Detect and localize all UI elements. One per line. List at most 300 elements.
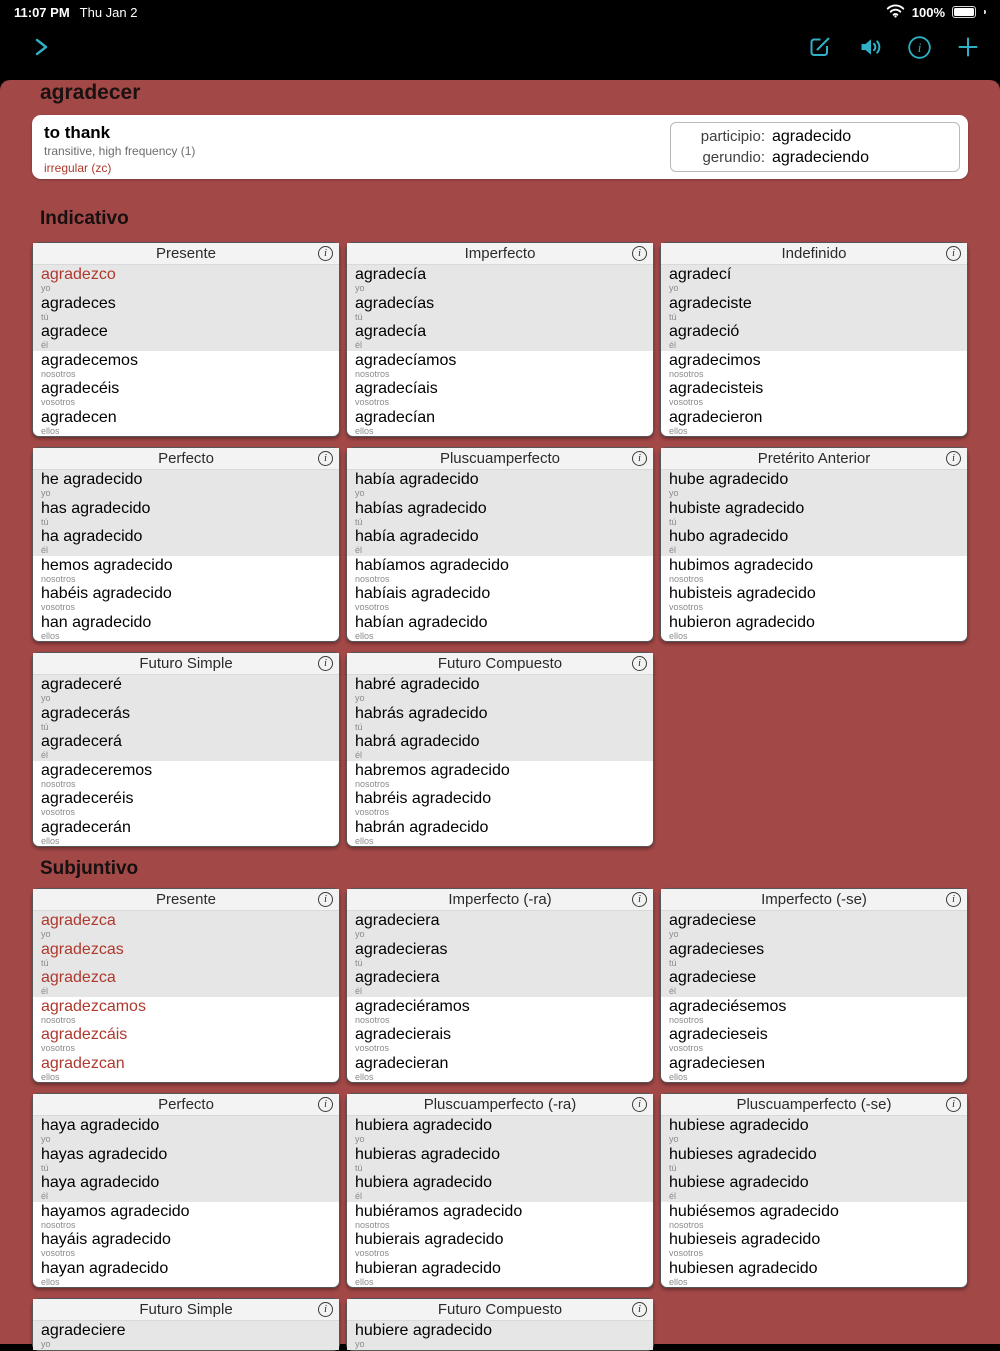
conjugation-table (346, 888, 654, 1083)
conjugation-table (32, 652, 340, 847)
conjugation-row (33, 379, 339, 408)
verb-form: agradecías (355, 294, 435, 312)
verb-form: agradecían (355, 408, 436, 426)
table-header (33, 1299, 339, 1321)
table-title: Futuro Simple (139, 1301, 233, 1318)
verb-form: había agradecido (355, 528, 479, 545)
person-label: nosotros (41, 1014, 76, 1025)
table-title: Imperfecto (-se) (761, 891, 867, 908)
table-header (347, 1094, 653, 1116)
verb-form: hubieras agradecido (355, 1145, 500, 1163)
verb-form: hubiste agradecido (669, 499, 805, 517)
verb-form: hayamos agradecido (41, 1202, 190, 1220)
person-label: yo (41, 1134, 51, 1144)
person-label: nosotros (669, 1014, 704, 1025)
verb-form: hubiese agradecido (669, 1117, 809, 1134)
person-label: ellos (355, 1071, 374, 1082)
person-label: él (669, 986, 677, 996)
verb-form: agradeciese (669, 912, 757, 929)
person-label: yo (41, 693, 51, 703)
table-info-icon[interactable]: i (632, 1097, 647, 1112)
conjugation-row (33, 1321, 339, 1350)
wifi-icon (886, 4, 905, 21)
conjugation-row (661, 1025, 967, 1054)
conjugation-row (33, 818, 339, 847)
person-label: nosotros (669, 573, 704, 584)
verb-form: agradeciere (41, 1322, 126, 1339)
table-body (347, 911, 653, 1082)
table-info-icon[interactable]: i (632, 246, 647, 261)
person-label: ellos (355, 1276, 374, 1287)
table-info-icon[interactable]: i (946, 451, 961, 466)
verb-form: hubimos agradecido (669, 556, 814, 574)
conjugation-row (347, 1230, 653, 1259)
verb-form: agradezcan (41, 1054, 125, 1072)
table-header (661, 889, 967, 911)
person-label: nosotros (41, 1219, 76, 1230)
person-label: nosotros (355, 573, 390, 584)
conjugation-row (33, 911, 339, 940)
conjugation-row (347, 470, 653, 499)
table-title: Indefinido (781, 245, 847, 262)
person-label: tú (355, 1162, 363, 1173)
conjugation-table (660, 447, 968, 642)
conjugation-row (347, 818, 653, 847)
person-label: él (355, 750, 363, 760)
table-info-icon[interactable]: i (946, 246, 961, 261)
conjugation-row (347, 732, 653, 761)
verb-form: agradecíais (355, 380, 438, 397)
verb-form: habíais agradecido (355, 585, 491, 602)
conjugation-table (32, 1298, 340, 1351)
verb-form: habrán agradecido (355, 818, 489, 836)
person-label: él (41, 545, 49, 555)
person-label: ellos (669, 1276, 688, 1287)
verb-summary-card (32, 115, 968, 179)
verb-form: agradecieses (669, 940, 765, 958)
person-label: nosotros (355, 1014, 390, 1025)
person-label: yo (669, 1134, 679, 1144)
conjugation-row (347, 1145, 653, 1174)
person-label: ellos (669, 425, 688, 436)
table-body (661, 470, 967, 641)
verb-form: agradezcáis (41, 1026, 128, 1043)
verb-form: había agradecido (355, 471, 479, 488)
table-info-icon[interactable]: i (632, 656, 647, 671)
table-header (33, 243, 339, 265)
table-title: Pluscuamperfecto (-se) (736, 1096, 892, 1113)
table-body (33, 1116, 339, 1287)
participio-value: agradecido (772, 127, 852, 145)
verb-form: hubiésemos agradecido (669, 1202, 839, 1220)
verb-form: agradeciesen (669, 1054, 766, 1072)
person-label: tú (41, 311, 49, 322)
conjugation-row (347, 1025, 653, 1054)
person-label: él (41, 1191, 49, 1201)
conjugation-row (661, 470, 967, 499)
table-header (33, 653, 339, 675)
table-info-icon[interactable]: i (946, 892, 961, 907)
person-label: tú (669, 516, 677, 527)
conjugation-row (661, 613, 967, 642)
person-label: yo (41, 1339, 51, 1349)
table-info-icon[interactable]: i (318, 451, 333, 466)
person-label: yo (41, 283, 51, 293)
conjugation-row (661, 1054, 967, 1083)
table-body (661, 1116, 967, 1287)
table-body (33, 911, 339, 1082)
conjugation-row (347, 968, 653, 997)
verb-form: hubo agradecido (669, 528, 789, 545)
verb-form: agradecieran (355, 1054, 449, 1072)
person-label: vosotros (355, 807, 390, 817)
conjugation-row (661, 408, 967, 437)
person-label: nosotros (355, 368, 390, 379)
table-info-icon[interactable]: i (318, 656, 333, 671)
verb-form: agradecíamos (355, 351, 457, 369)
conjugation-row (661, 997, 967, 1026)
verb-form: agradecemos (41, 351, 138, 369)
table-body (347, 265, 653, 436)
conjugation-row (661, 1145, 967, 1174)
verb-form: agradecía (355, 266, 427, 283)
conjugation-row (347, 499, 653, 528)
table-body (661, 911, 967, 1082)
status-date: Thu Jan 2 (79, 4, 138, 20)
conjugation-row (33, 997, 339, 1026)
conjugation-page[interactable] (0, 80, 1000, 1349)
conjugation-row (347, 911, 653, 940)
table-title: Pretérito Anterior (757, 450, 871, 467)
conjugation-table (346, 1298, 654, 1351)
table-header (33, 448, 339, 470)
conjugation-row (347, 1321, 653, 1350)
table-title: Futuro Simple (139, 655, 233, 672)
table-body (33, 470, 339, 641)
gerundio-label: gerundio: (702, 148, 765, 166)
conjugation-row (33, 1230, 339, 1259)
table-header (347, 448, 653, 470)
person-label: tú (355, 516, 363, 527)
conjugation-table (346, 652, 654, 847)
verb-form: hubiere agradecido (355, 1322, 492, 1339)
person-label: ellos (41, 1276, 60, 1287)
verb-form: hubieran agradecido (355, 1259, 501, 1277)
person-label: tú (41, 957, 49, 968)
person-label: él (41, 340, 49, 350)
conjugation-row (661, 1259, 967, 1288)
conjugation-row (347, 1259, 653, 1288)
conjugation-row (661, 911, 967, 940)
table-body (33, 265, 339, 436)
person-label: vosotros (41, 807, 76, 817)
person-label: él (669, 545, 677, 555)
person-label: nosotros (669, 1219, 704, 1230)
table-header (661, 1094, 967, 1116)
person-label: ellos (669, 1071, 688, 1082)
person-label: tú (355, 957, 363, 968)
verb-form: agradecisteis (669, 380, 764, 397)
verb-form: agradeceréis (41, 790, 134, 807)
person-label: vosotros (669, 1248, 704, 1258)
table-header (347, 889, 653, 911)
conjugation-row (33, 789, 339, 818)
verb-form: hube agradecido (669, 471, 789, 488)
person-label: él (355, 545, 363, 555)
verb-form: hubisteis agradecido (669, 585, 816, 602)
conjugation-row (33, 732, 339, 761)
verb-form: hubiesen agradecido (669, 1259, 818, 1277)
conjugation-table (346, 447, 654, 642)
table-body (661, 265, 967, 436)
table-title: Presente (155, 891, 217, 908)
verb-form: agradeceremos (41, 761, 153, 779)
conjugation-row (33, 584, 339, 613)
add-icon[interactable] (956, 35, 980, 59)
conjugation-row (347, 408, 653, 437)
person-label: ellos (41, 1071, 60, 1082)
verb-form: han agradecido (41, 613, 152, 631)
verb-form: agradezca (41, 912, 116, 929)
verb-form: agradezca (41, 969, 116, 986)
table-title: Futuro Compuesto (437, 655, 563, 672)
verb-form: hubieses agradecido (669, 1145, 817, 1163)
section-title: Subjuntivo (40, 858, 139, 879)
tables-grid (32, 888, 968, 1351)
conjugation-row (33, 704, 339, 733)
conjugation-table (660, 242, 968, 437)
verb-form: agradecieras (355, 940, 448, 958)
conjugation-row (347, 1202, 653, 1231)
conjugation-row (33, 265, 339, 294)
verb-form: has agradecido (41, 499, 151, 517)
conjugation-table (32, 447, 340, 642)
verb-form: habían agradecido (355, 613, 488, 631)
person-label: tú (669, 311, 677, 322)
conjugation-row (347, 997, 653, 1026)
person-label: yo (355, 283, 365, 293)
status-bar (0, 0, 1000, 24)
person-label: vosotros (669, 1043, 704, 1053)
conjugation-row (33, 1145, 339, 1174)
participio-label: participio: (700, 127, 765, 145)
navigation-bar (0, 24, 1000, 70)
person-label: ellos (41, 630, 60, 641)
conjugation-section (32, 207, 968, 847)
verb-title: agradecer (40, 81, 141, 104)
table-header (33, 889, 339, 911)
verb-form: agradecí (669, 266, 732, 283)
conjugation-row (33, 322, 339, 351)
verb-form: haya agradecido (41, 1117, 160, 1134)
verb-form: agradezco (41, 266, 116, 283)
verb-form: hayan agradecido (41, 1259, 169, 1277)
conjugation-row (661, 499, 967, 528)
verb-form: agradecerá (41, 733, 122, 750)
person-label: ellos (355, 425, 374, 436)
table-title: Imperfecto (-ra) (448, 891, 552, 908)
verb-form: he agradecido (41, 471, 143, 488)
conjugation-row (347, 761, 653, 790)
table-title: Imperfecto (464, 245, 536, 262)
verb-form: agradecía (355, 323, 427, 340)
conjugation-row (33, 499, 339, 528)
verb-form: agradeciera (355, 969, 440, 986)
conjugation-row (33, 968, 339, 997)
person-label: yo (41, 488, 51, 498)
section-title: Indicativo (40, 208, 129, 229)
table-title: Futuro Compuesto (437, 1301, 563, 1318)
person-label: él (355, 340, 363, 350)
verb-form: agradece (41, 323, 108, 340)
conjugation-row (33, 527, 339, 556)
table-info-icon[interactable]: i (632, 1302, 647, 1317)
battery-nub (984, 10, 986, 14)
conjugation-row (347, 789, 653, 818)
conjugation-row (661, 1230, 967, 1259)
conjugation-table (346, 1093, 654, 1288)
conjugation-row (33, 351, 339, 380)
verb-form: hubiera agradecido (355, 1117, 492, 1134)
verb-form: habéis agradecido (41, 585, 172, 602)
verb-form: hubieseis agradecido (669, 1231, 821, 1248)
person-label: nosotros (41, 368, 76, 379)
person-label: nosotros (41, 778, 76, 789)
person-label: ellos (355, 630, 374, 641)
verb-form: hayáis agradecido (41, 1231, 171, 1248)
table-info-icon[interactable]: i (946, 1097, 961, 1112)
conjugation-section (32, 857, 968, 1351)
speaker-icon[interactable] (857, 34, 883, 60)
verb-form: hubiese agradecido (669, 1174, 809, 1191)
table-info-icon[interactable]: i (632, 451, 647, 466)
conjugation-row (33, 294, 339, 323)
verb-form: habías agradecido (355, 499, 487, 517)
person-label: vosotros (41, 1043, 76, 1053)
conjugation-table (660, 888, 968, 1083)
conjugation-row (661, 940, 967, 969)
person-label: él (41, 986, 49, 996)
table-title: Pluscuamperfecto (439, 450, 561, 467)
conjugation-row (661, 1202, 967, 1231)
verb-form: agradecen (41, 408, 117, 426)
conjugation-row (661, 351, 967, 380)
verb-form: agradeciese (669, 969, 757, 986)
svg-text:i: i (917, 39, 922, 55)
table-info-icon[interactable]: i (318, 1302, 333, 1317)
conjugation-row (347, 1116, 653, 1145)
verb-form: agradecerán (41, 818, 131, 836)
table-info-icon[interactable]: i (318, 246, 333, 261)
table-body (347, 675, 653, 846)
verb-form: agradezcamos (41, 997, 146, 1015)
verb-form: agradecimos (669, 351, 761, 369)
clock: 11:07 PM (14, 4, 70, 20)
conjugation-row (347, 556, 653, 585)
person-label: yo (355, 693, 365, 703)
conjugation-row (33, 470, 339, 499)
conjugation-row (661, 527, 967, 556)
person-label: vosotros (669, 602, 704, 612)
person-label: él (41, 750, 49, 760)
verb-form: agradeció (669, 323, 740, 340)
sections (32, 207, 968, 1351)
verb-form: hubiera agradecido (355, 1174, 492, 1191)
table-body (33, 675, 339, 846)
person-label: nosotros (355, 778, 390, 789)
verb-form: agradecieseis (669, 1026, 768, 1043)
table-body (33, 1321, 339, 1350)
verb-translation: to thank (44, 123, 111, 142)
verb-irregular-note: irregular (zc) (44, 161, 112, 175)
conjugation-row (347, 351, 653, 380)
verb-form: agradecieron (669, 408, 763, 426)
conjugation-row (33, 1025, 339, 1054)
table-header (347, 243, 653, 265)
verb-form: habrá agradecido (355, 733, 480, 750)
table-title: Perfecto (158, 1096, 214, 1113)
conjugation-row (661, 556, 967, 585)
table-header (347, 653, 653, 675)
conjugation-row (347, 1173, 653, 1202)
conjugation-row (33, 613, 339, 642)
table-info-icon[interactable]: i (318, 892, 333, 907)
person-label: yo (355, 1134, 365, 1144)
conjugation-row (33, 556, 339, 585)
conjugation-row (661, 1173, 967, 1202)
person-label: tú (41, 516, 49, 527)
conjugation-row (661, 322, 967, 351)
table-info-icon[interactable]: i (632, 892, 647, 907)
person-label: tú (41, 721, 49, 732)
participle-box (670, 122, 960, 172)
conjugation-row (33, 1054, 339, 1083)
conjugation-table (32, 1093, 340, 1288)
conjugation-row (33, 1202, 339, 1231)
conjugation-row (33, 1116, 339, 1145)
gerundio-value: agradeciendo (772, 148, 869, 166)
person-label: él (669, 340, 677, 350)
conjugation-row (33, 1259, 339, 1288)
person-label: vosotros (355, 397, 390, 407)
verb-form: agradeciéramos (355, 997, 470, 1015)
verb-form: habrás agradecido (355, 704, 488, 722)
table-title: Perfecto (158, 450, 214, 467)
table-header (347, 1299, 653, 1321)
person-label: yo (41, 929, 51, 939)
conjugation-row (347, 675, 653, 704)
table-title: Presente (155, 245, 217, 262)
conjugation-row (347, 704, 653, 733)
conjugation-row (661, 379, 967, 408)
compose-icon[interactable] (807, 34, 833, 60)
person-label: vosotros (41, 1248, 76, 1258)
conjugation-row (33, 675, 339, 704)
verb-form: agradeceré (41, 676, 122, 693)
table-header (661, 448, 967, 470)
table-info-icon[interactable]: i (318, 1097, 333, 1112)
person-label: él (355, 1191, 363, 1201)
conjugation-row (33, 1173, 339, 1202)
conjugation-table (32, 888, 340, 1083)
conjugation-row (347, 613, 653, 642)
conjugation-row (347, 527, 653, 556)
person-label: yo (669, 929, 679, 939)
person-label: vosotros (41, 397, 76, 407)
person-label: nosotros (41, 573, 76, 584)
info-icon[interactable] (907, 35, 932, 60)
chevron-forward-icon[interactable] (30, 35, 52, 59)
